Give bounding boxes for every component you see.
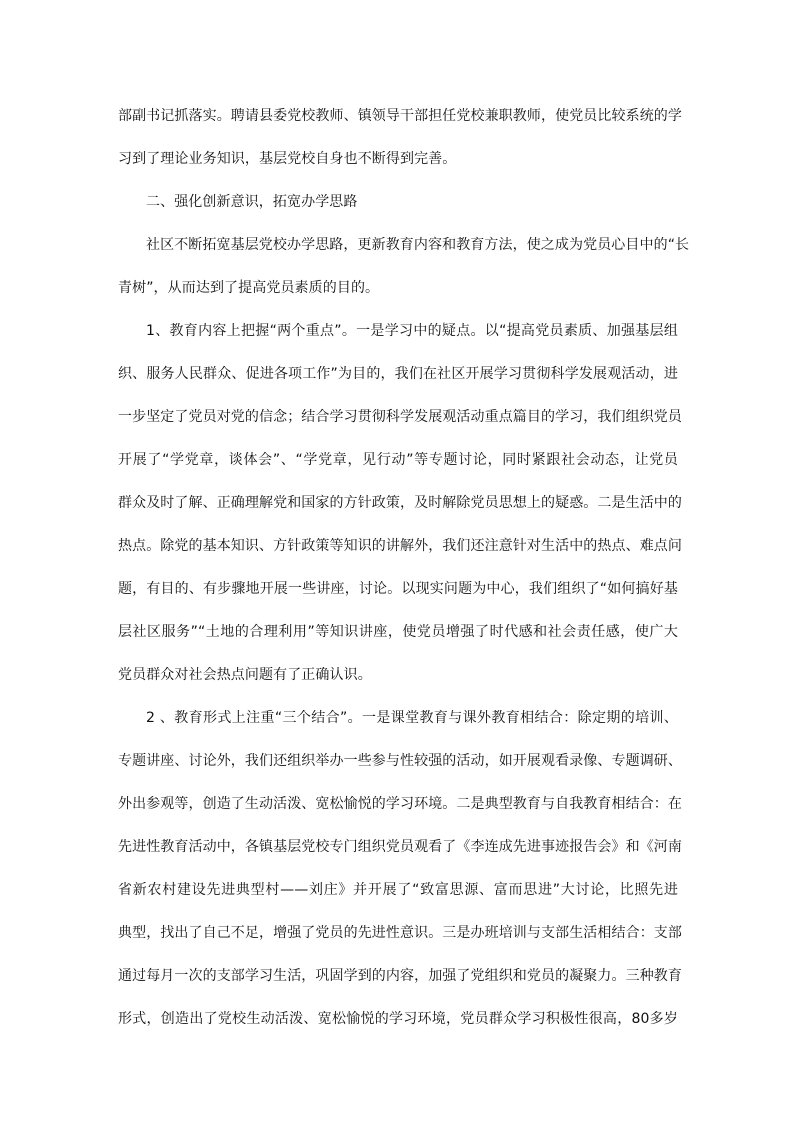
text-line: 党员群众对社会热点问题有了正确认识。 [118,667,372,683]
text-line: 形式，创造出了党校生动活泼、宽松愉悦的学习环境，党员群众学习积极性很高，80多岁 [118,1011,678,1027]
text-line: 先进性教育活动中，各镇基层党校专门组织党员观看了《李连成先进事迹报告会》和《河南 [118,839,682,855]
text-line: 外出参观等，创造了生动活泼、宽松愉悦的学习环境。二是典型教育与自我教育相结合：在 [118,796,682,812]
text-line: 群众及时了解、正确理解党和国家的方针政策，及时解除党员思想上的疑惑。二是生活中的 [118,495,682,511]
text-line: 织、服务人民群众、促进各项工作”为目的，我们在社区开展学习贯彻科学发展观活动，进 [118,366,678,382]
text-line: 典型，找出了自己不足，增强了党员的先进性意识。三是办班培训与支部生活相结合：支部 [118,925,682,941]
text-line: 层社区服务”“土地的合理利用”等知识讲座，使党员增强了时代感和社会责任感，使广大 [118,624,678,640]
section-heading: 二、强化创新意识，拓宽办学思路 [146,194,358,210]
text-line: 省新农村建设先进典型村——刘庄》并开展了“致富思源、富而思进”大讨论，比照先进 [118,882,678,898]
text-line: 开展了“学党章，谈体会”、“学党章，见行动”等专题讨论，同时紧跟社会动态，让党员 [118,452,678,468]
text-line: 2 、教育形式上注重“三个结合”。一是课堂教育与课外教育相结合：除定期的培训、 [146,710,678,726]
text-line: 通过每月一次的支部学习生活，巩固学到的内容，加强了党组织和党员的凝聚力。三种教育 [118,968,682,984]
text-line: 部副书记抓落实。聘请县委党校教师、镇领导干部担任党校兼职教师，使党员比较系统的学 [118,108,682,124]
text-line: 热点。除党的基本知识、方针政策等知识的讲解外，我们还注意针对生活中的热点、难点问 [118,538,682,554]
text-line: 一步坚定了党员对党的信念；结合学习贯彻科学发展观活动重点篇目的学习，我们组织党员 [118,409,682,425]
text-line: 习到了理论业务知识，基层党校自身也不断得到完善。 [118,151,457,167]
text-line: 社区不断拓宽基层党校办学思路，更新教育内容和教育方法，使之成为党员心目中的“长 [146,237,690,253]
text-line: 青树”，从而达到了提高党员素质的目的。 [118,280,380,296]
text-line: 题，有目的、有步骤地开展一些讲座，讨论。以现实问题为中心，我们组织了“如何搞好基 [118,581,678,597]
text-line: 专题讲座、讨论外，我们还组织举办一些参与性较强的活动，如开展观看录像、专题调研、 [118,753,682,769]
text-line: 1、教育内容上把握“两个重点”。一是学习中的疑点。以“提高党员素质、加强基层组 [146,323,678,339]
